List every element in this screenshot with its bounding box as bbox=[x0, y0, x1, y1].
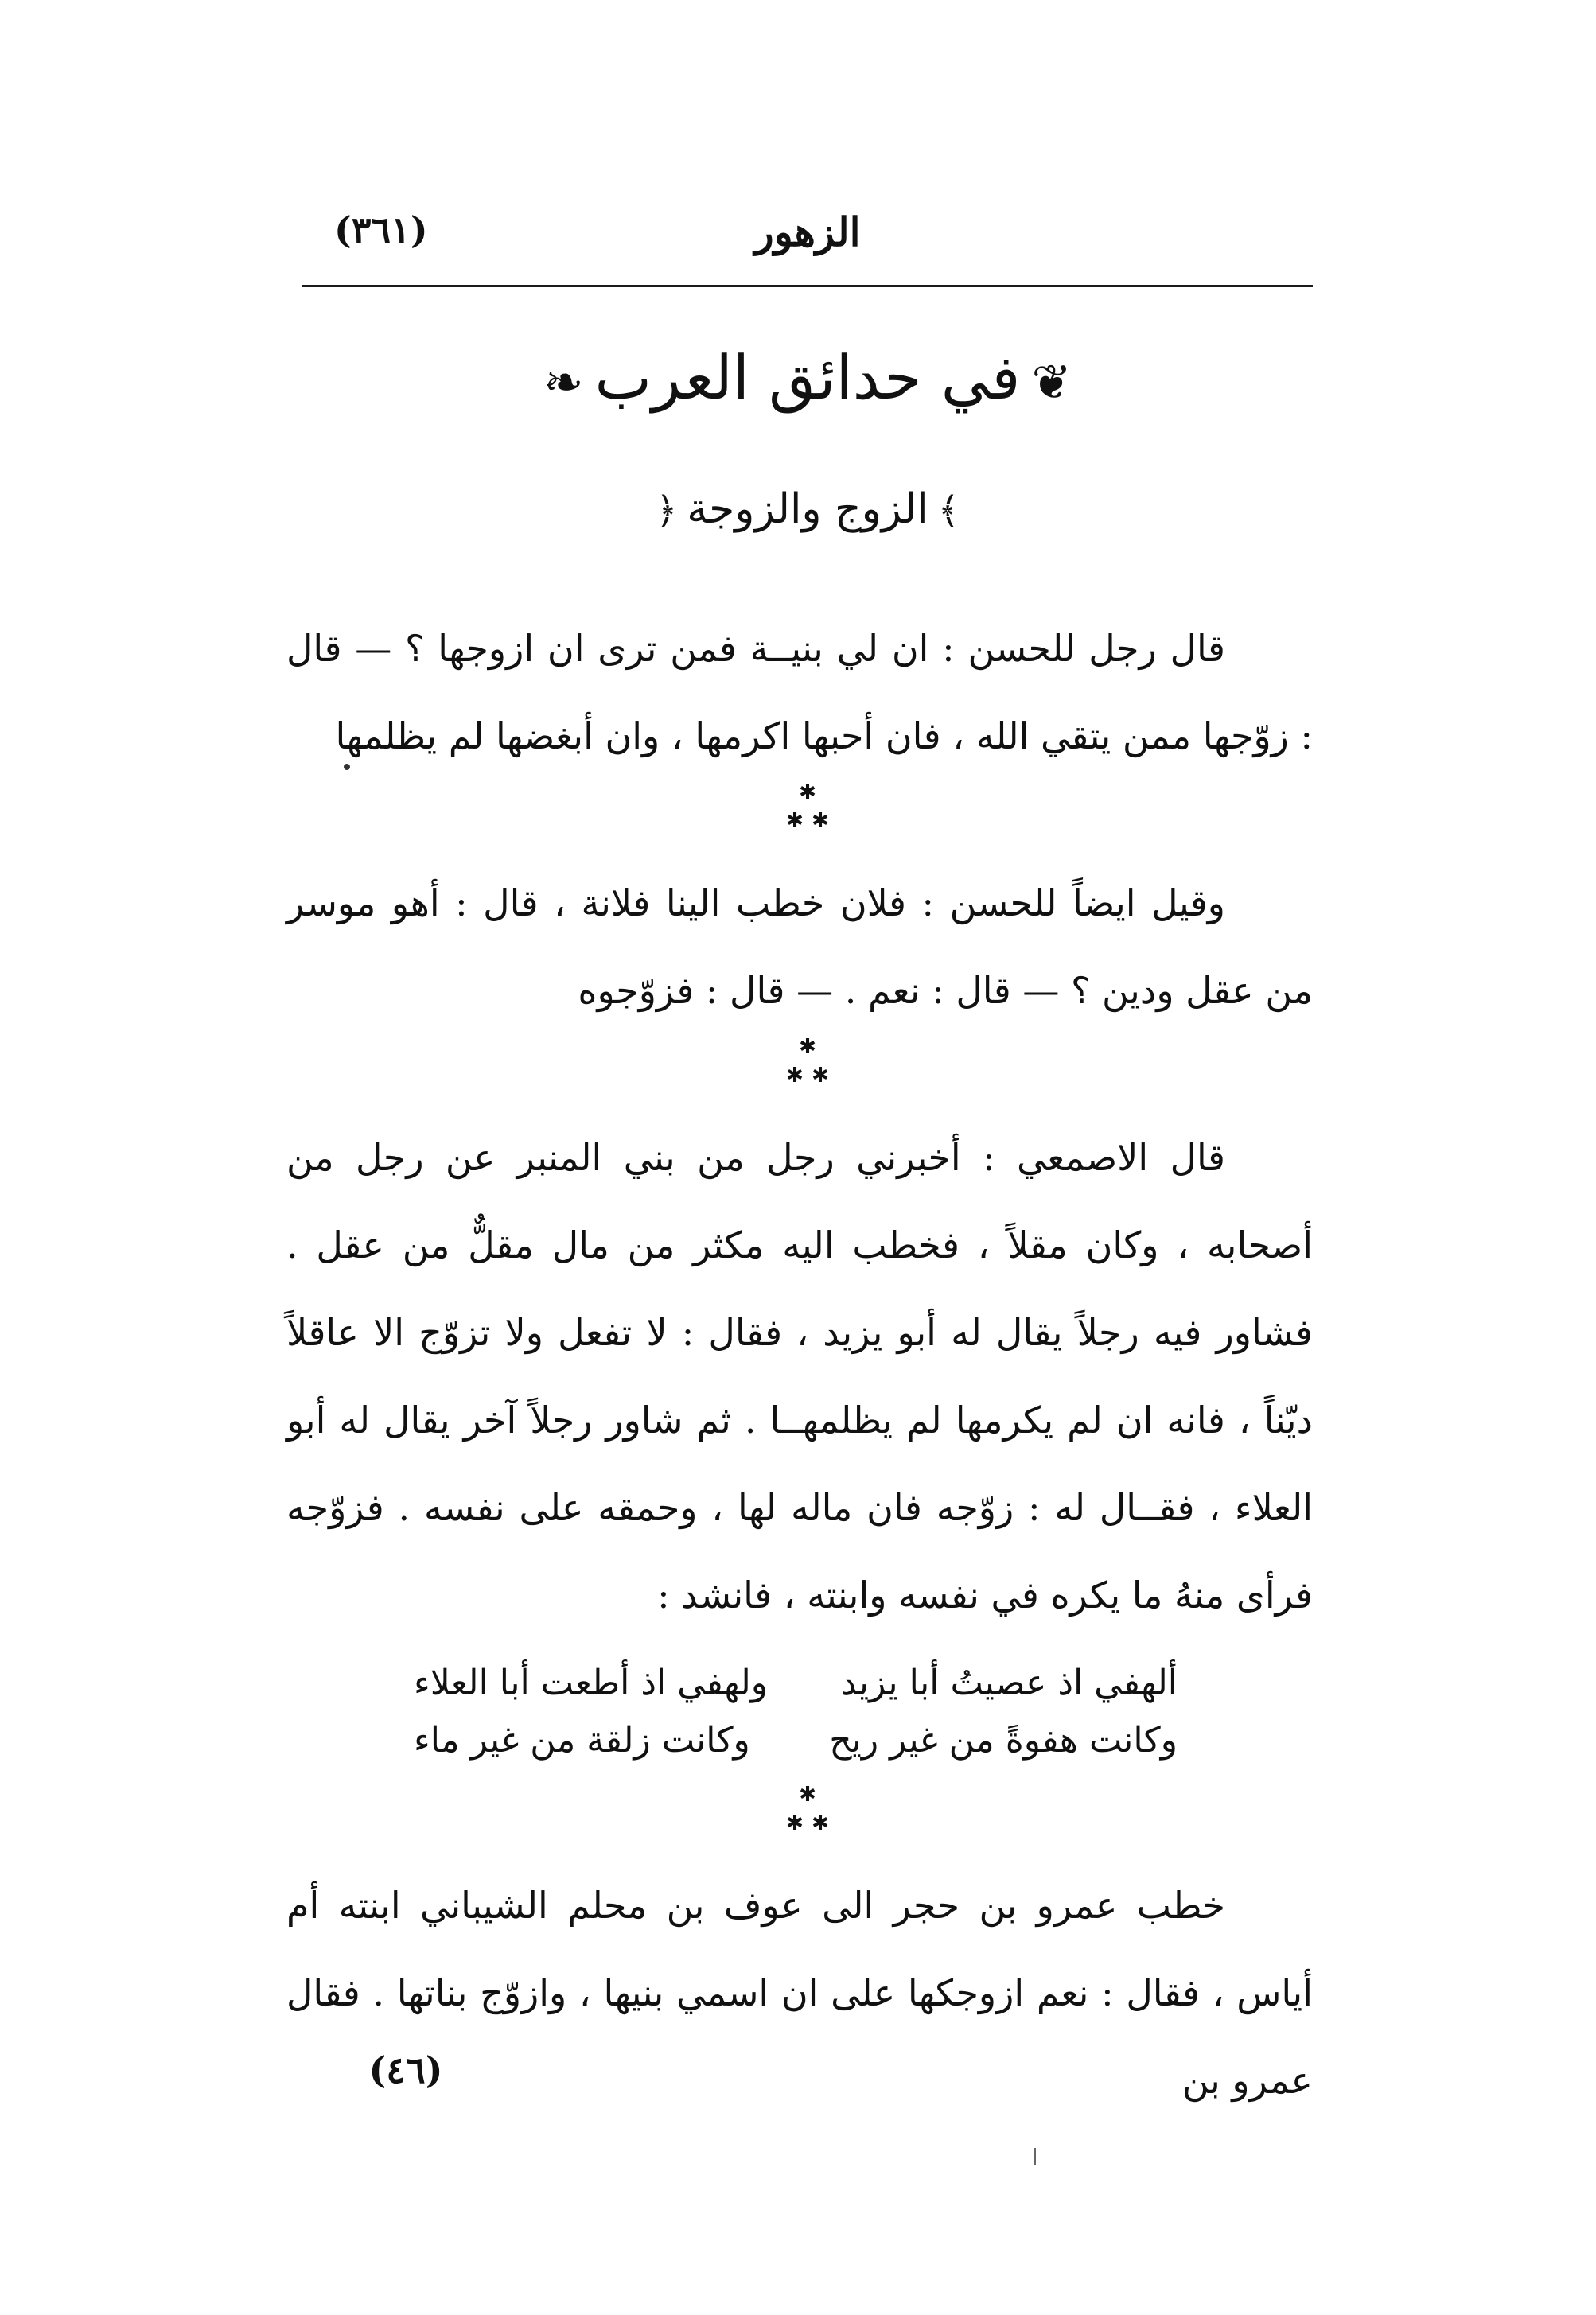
verse-second-hemistich: وكانت زلقة من غير ماء bbox=[414, 1720, 750, 1761]
signature-mark: (٤٦) bbox=[368, 2048, 443, 2091]
paragraph-block-2 bbox=[286, 859, 1313, 1034]
section-title bbox=[302, 334, 1313, 426]
subtitle-text: الزوج والزوجة bbox=[687, 485, 928, 533]
paragraph-2: وقيل ايضاً للحسن : فلان خطب الينا فلانة ، قال : أهو موسر من عقل ودين ؟ — قال : نعم . — قال : فزوّجوه bbox=[286, 881, 1313, 1012]
svg-text:✱: ✱ bbox=[812, 809, 829, 833]
margin-tick bbox=[1034, 2148, 1036, 2165]
asterism-2 bbox=[302, 1034, 1313, 1098]
svg-text:✱: ✱ bbox=[786, 1064, 804, 1087]
paragraph-1: قال رجل للحسن : ان لي بنيــة فمن ترى ان ازوجها ؟ — قال : زوّجها ممن يتقي الله ، فان أحبها اكرمها ، وان أبغضها لم يظلمها bbox=[286, 627, 1313, 757]
paragraph-block-1 bbox=[286, 605, 1313, 780]
paragraph-3: قال الاصمعي : أخبرني رجل من بني المنبر عن رجل من أصحابه ، وكان مقلاً ، فخطب اليه مكثر من مال مقلٌّ من عقل . فشاور فيه رجلاً يقال له أبو يزيد ، فقال : لا تفعل ولا تزوّج الا عاقلاً ديّناً ، فانه ان لم يكرمها لم يظلمهــا . ثم شاور رجلاً آخر يقال له أبو العلاء ، فقــال له : زوّجه فان ماله لها ، وحمقه على نفسه . فزوّجه فرأى منهُ ما يكره في نفسه وابنته ، فانشد : bbox=[286, 1136, 1313, 1617]
header-rule bbox=[302, 285, 1313, 287]
svg-text:✱: ✱ bbox=[799, 1783, 816, 1807]
page-number: (٣٦١) bbox=[334, 208, 428, 251]
running-head-title: الزهور bbox=[754, 208, 861, 255]
verse-first-hemistich: ألهفي اذ عصيتُ أبا يزيد bbox=[840, 1663, 1178, 1703]
svg-text:✱: ✱ bbox=[786, 1811, 804, 1835]
bracket-ornament-left-icon: ﴿ bbox=[656, 488, 678, 531]
bracket-ornament-right-icon: ﴾ bbox=[937, 488, 960, 531]
running-head bbox=[302, 208, 1313, 272]
svg-text:✱: ✱ bbox=[812, 1811, 829, 1835]
asterism-icon bbox=[784, 1034, 831, 1090]
svg-text:✱: ✱ bbox=[799, 1035, 816, 1059]
asterism-3 bbox=[302, 1782, 1313, 1846]
svg-text:✱: ✱ bbox=[812, 1064, 829, 1087]
paragraph-4: خطب عمرو بن حجر الى عوف بن محلم الشيباني ابنته أم أياس ، فقال : نعم ازوجكها على ان اسمي بنيها ، وازوّج بناتها . فقال عمرو بن bbox=[286, 1884, 1313, 2102]
asterism-1 bbox=[302, 780, 1313, 843]
subtitle bbox=[302, 477, 1313, 542]
ornament-right-icon: ❦ bbox=[1031, 355, 1072, 410]
poem bbox=[414, 1655, 1178, 1769]
asterism-icon bbox=[784, 1782, 831, 1838]
svg-text:✱: ✱ bbox=[786, 809, 804, 833]
paragraph-block-3 bbox=[286, 1114, 1313, 1639]
svg-text:✱: ✱ bbox=[799, 780, 816, 804]
asterism-icon bbox=[784, 780, 831, 835]
ornament-left-icon: ❧ bbox=[543, 355, 584, 410]
verse-second-hemistich: ولهفي اذ أطعت أبا العلاء bbox=[414, 1663, 768, 1703]
poem-verse bbox=[414, 1712, 1178, 1769]
poem-verse bbox=[414, 1655, 1178, 1712]
section-title-text: في حدائق العرب bbox=[594, 342, 1021, 413]
stray-ink-dot bbox=[344, 764, 350, 770]
verse-first-hemistich: وكانت هفوةً من غير ريح bbox=[829, 1720, 1178, 1761]
